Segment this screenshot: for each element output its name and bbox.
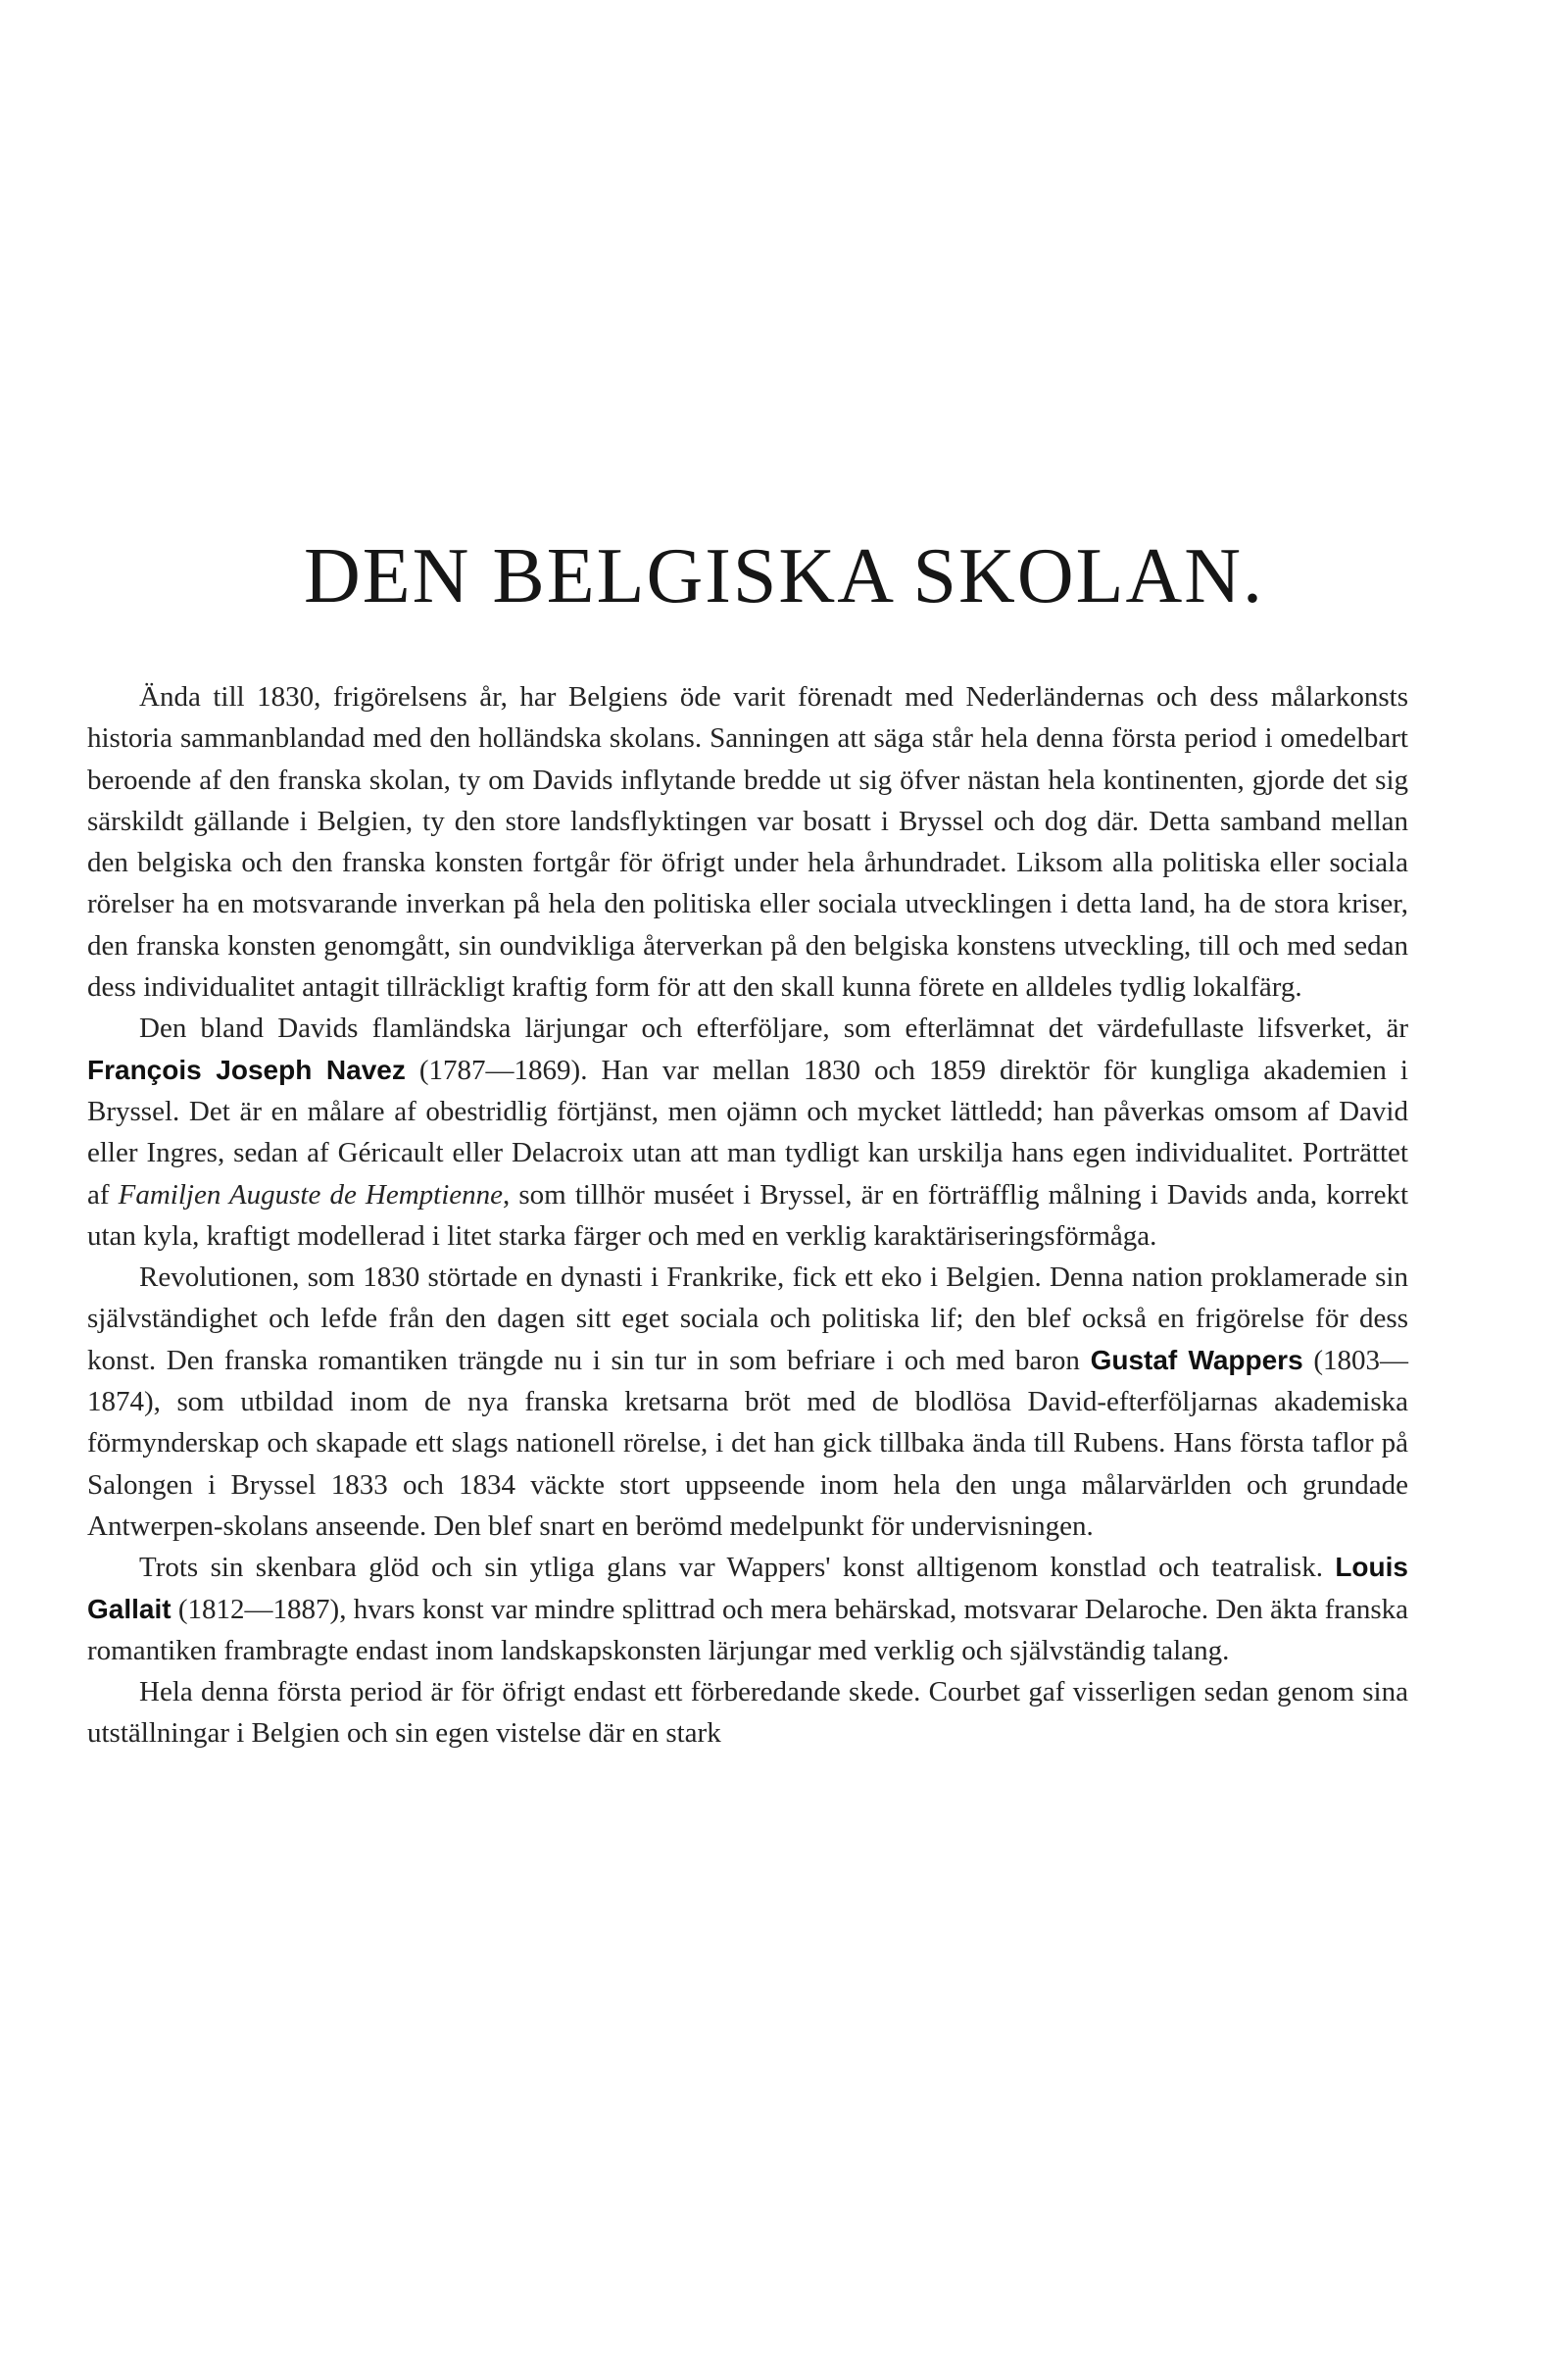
- paragraph-4: [87, 1547, 1408, 1671]
- artwork-title: Familjen Auguste de Hemptienne: [118, 1178, 504, 1211]
- paragraph-text: Ända till 1830, frigörelsens år, har Belgiens öde varit förenadt med Nederländernas och dess målarkonsts historia sammanblandad med den holländska skolans. Sanningen att säga står hela denna första period i omedelbart beroende af den franska skolan, ty om Davids inflytande bredde ut sig öfver nästan hela kontinenten, gjorde det sig särskildt gällande i Belgien, ty den store landsflyktingen var bosatt i Bryssel och dog där. Detta samband mellan den belgiska och den franska konsten fortgår för öfrigt under hela århundradet. Liksom alla politiska eller sociala rörelser ha en motsvarande inverkan på hela den politiska eller sociala utvecklingen i detta land, ha de stora kriser, den franska konsten genomgått, sin oundvikliga återverkan på den belgiska konstens utveckling, till och med sedan dess individualitet antagit tillräckligt kraftig form för att den skall kunna förete en alldeles tydlig lokalfärg.: [87, 681, 1408, 1004]
- paragraph-text: (1803—1874), som utbildad inom de nya franska kretsarna bröt med de blodlösa David-efterföljarnas akademiska förmynderskap och skapade ett slags nationell rörelse, i det han gick tillbaka ända till Rubens. Hans första taflor på Salongen i Bryssel 1833 och 1834 väckte stort uppseende inom hela den unga målarvärlden och grundade Antwerpen-skolans anseende. Den blef snart en berömd medelpunkt för undervisningen.: [87, 1344, 1408, 1542]
- artist-name-wappers: Gustaf Wappers: [1090, 1344, 1303, 1375]
- paragraph-text: Trots sin skenbara glöd och sin ytliga glans var Wappers' konst alltigenom konstlad och teatralisk.: [139, 1552, 1336, 1584]
- paragraph-text: Den bland Davids flamländska lärjungar och efterföljare, som efterlämnat det värdefullaste lifsverket, är: [139, 1013, 1408, 1045]
- article-body: [87, 676, 1408, 1755]
- artist-name-navez: François Joseph Navez: [87, 1054, 406, 1085]
- paragraph-text: (1812—1887), hvars konst var mindre splittrad och mera behärskad, motsvarar Delaroche. Den äkta franska romantiken frambragte endast inom landskapskonsten lärjungar med verklig och självständig talang.: [87, 1593, 1408, 1666]
- paragraph-text: , som tillhör muséet i Bryssel, är en förträfflig målning i Davids anda, korrekt utan kyla, kraftigt modellerad i litet starka färger och med en verklig karaktäriseringsförmåga.: [87, 1178, 1409, 1252]
- paragraph-text: Revolutionen, som 1830 störtade en dynasti i Frankrike, fick ett eko i Belgien. Denna nation proklamerade sin självständighet och lefde från den dagen sitt eget sociala och politiska lif; den blef också en frigörelse för dess konst. Den franska romantiken trängde nu i sin tur in som befriare i och med baron: [87, 1261, 1408, 1376]
- paragraph-text: (1787—1869). Han var mellan 1830 och 1859 direktör för kungliga akademien i Bryssel. Det är en målare af obestridlig förtjänst, men ojämn och mycket lättledd; han påverkas omsom af David eller Ingres, sedan af Géricault eller Delacroix utan att man tydligt kan urskilja hans egen individualitet. Porträttet af: [87, 1054, 1408, 1211]
- paragraph-text: Hela denna första period är för öfrigt endast ett förberedande skede. Courbet gaf visserligen sedan genom sina utställningar i Belgien och sin egen vistelse där en stark: [87, 1676, 1408, 1750]
- paragraph-1: [87, 676, 1408, 1008]
- page-title: DEN BELGISKA SKOLAN.: [304, 533, 1264, 619]
- artist-name-gallait: Louis Gallait: [87, 1552, 1408, 1624]
- paragraph-3: [87, 1257, 1408, 1547]
- paragraph-5: [87, 1671, 1408, 1755]
- paragraph-2: [87, 1008, 1408, 1257]
